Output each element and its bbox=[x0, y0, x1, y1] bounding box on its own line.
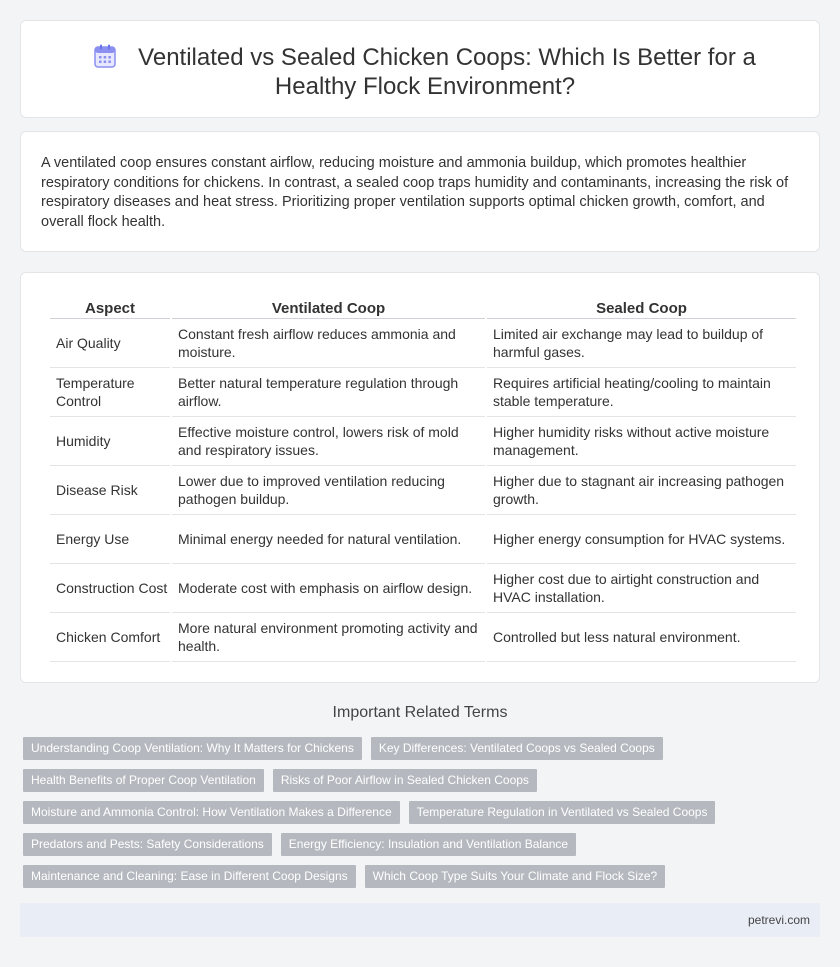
aspect-cell: Energy Use bbox=[50, 515, 170, 564]
aspect-cell: Disease Risk bbox=[50, 466, 170, 515]
tag-row bbox=[23, 865, 823, 888]
sealed-cell: Higher cost due to airtight construction and HVAC installation. bbox=[487, 564, 796, 613]
sealed-cell: Limited air exchange may lead to buildup of harmful gases. bbox=[487, 319, 796, 368]
ventilated-cell: Constant fresh airflow reduces ammonia and moisture. bbox=[172, 319, 485, 368]
footer-bar bbox=[20, 903, 820, 937]
related-terms-heading: Important Related Terms bbox=[332, 704, 508, 721]
tag-row bbox=[23, 801, 823, 824]
header-ventilated: Ventilated Coop bbox=[172, 297, 485, 319]
aspect-cell: Construction Cost bbox=[50, 564, 170, 613]
aspect-cell: Humidity bbox=[50, 417, 170, 466]
related-term-tag[interactable]: Energy Efficiency: Insulation and Ventilation Balance bbox=[281, 833, 576, 856]
related-term-tag[interactable]: Which Coop Type Suits Your Climate and Flock Size? bbox=[365, 865, 666, 888]
table-row bbox=[50, 368, 796, 417]
related-term-tag[interactable]: Maintenance and Cleaning: Ease in Different Coop Designs bbox=[23, 865, 356, 888]
sealed-cell: Higher due to stagnant air increasing pathogen growth. bbox=[487, 466, 796, 515]
ventilated-cell: Moderate cost with emphasis on airflow design. bbox=[172, 564, 485, 613]
sealed-cell: Higher humidity risks without active moisture management. bbox=[487, 417, 796, 466]
related-term-tag[interactable]: Temperature Regulation in Ventilated vs Sealed Coops bbox=[409, 801, 716, 824]
table-row bbox=[50, 564, 796, 613]
aspect-cell: Chicken Comfort bbox=[50, 613, 170, 662]
calendar-icon bbox=[94, 44, 116, 68]
sealed-cell: Requires artificial heating/cooling to maintain stable temperature. bbox=[487, 368, 796, 417]
table-row bbox=[50, 417, 796, 466]
related-terms-list bbox=[23, 737, 823, 897]
ventilated-cell: Lower due to improved ventilation reducing pathogen buildup. bbox=[172, 466, 485, 515]
related-term-tag[interactable]: Moisture and Ammonia Control: How Ventilation Makes a Difference bbox=[23, 801, 400, 824]
tag-row bbox=[23, 769, 823, 792]
header-sealed: Sealed Coop bbox=[487, 297, 796, 319]
table-row bbox=[50, 613, 796, 662]
comparison-table bbox=[48, 297, 798, 662]
ventilated-cell: More natural environment promoting activity and health. bbox=[172, 613, 485, 662]
aspect-cell: Temperature Control bbox=[50, 368, 170, 417]
sealed-cell: Higher energy consumption for HVAC systems. bbox=[487, 515, 796, 564]
footer-site-link[interactable]: petrevi.com bbox=[747, 913, 810, 927]
ventilated-cell: Better natural temperature regulation through airflow. bbox=[172, 368, 485, 417]
table-header-row bbox=[50, 297, 796, 319]
page-title-wrap bbox=[51, 43, 799, 101]
related-term-tag[interactable]: Risks of Poor Airflow in Sealed Chicken Coops bbox=[273, 769, 537, 792]
page-title: Ventilated vs Sealed Chicken Coops: Which Is Better for a Healthy Flock Environment? bbox=[138, 44, 756, 100]
related-term-tag[interactable]: Predators and Pests: Safety Considerations bbox=[23, 833, 272, 856]
ventilated-cell: Effective moisture control, lowers risk of mold and respiratory issues. bbox=[172, 417, 485, 466]
tag-row bbox=[23, 737, 823, 760]
related-term-tag[interactable]: Understanding Coop Ventilation: Why It Matters for Chickens bbox=[23, 737, 362, 760]
title-card bbox=[20, 20, 820, 118]
related-term-tag[interactable]: Health Benefits of Proper Coop Ventilation bbox=[23, 769, 264, 792]
ventilated-cell: Minimal energy needed for natural ventilation. bbox=[172, 515, 485, 564]
header-aspect: Aspect bbox=[50, 297, 170, 319]
tag-row bbox=[23, 833, 823, 856]
intro-paragraph: A ventilated coop ensures constant airflow, reducing moisture and ammonia buildup, which promotes healthier respiratory conditions for chickens. In contrast, a sealed coop traps humidity and contaminants, increasing the risk of respiratory diseases and heat stress. Prioritizing proper ventilation supports optimal chicken growth, comfort, and overall flock health. bbox=[41, 155, 789, 230]
table-row bbox=[50, 515, 796, 564]
table-row bbox=[50, 319, 796, 368]
aspect-cell: Air Quality bbox=[50, 319, 170, 368]
intro-card bbox=[20, 131, 820, 252]
sealed-cell: Controlled but less natural environment. bbox=[487, 613, 796, 662]
table-row bbox=[50, 466, 796, 515]
related-term-tag[interactable]: Key Differences: Ventilated Coops vs Sealed Coops bbox=[371, 737, 663, 760]
comparison-card bbox=[20, 272, 820, 683]
